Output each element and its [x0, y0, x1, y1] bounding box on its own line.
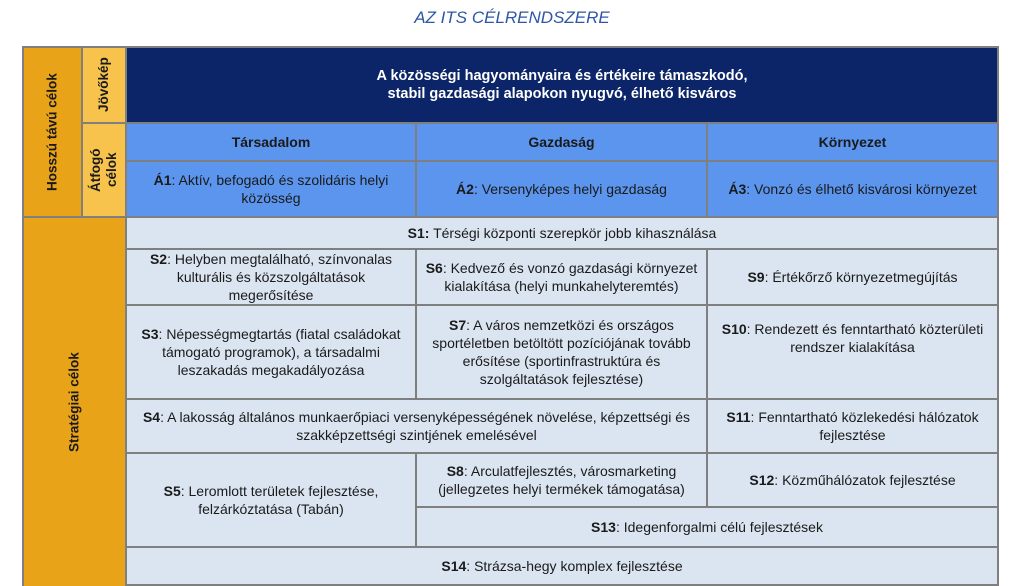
goal-a1	[127, 162, 415, 216]
goal-s11	[708, 400, 997, 452]
goal-s2-code: S2	[149, 251, 168, 267]
goal-s5-text	[135, 482, 407, 518]
goal-s1-desc: Térségi központi szerepkör jobb kihasználása	[429, 225, 717, 241]
diagram-title: AZ ITS CÉLRENDSZERE	[414, 8, 610, 27]
goal-s12-text	[749, 471, 955, 489]
goal-s14-code: S14	[441, 558, 467, 574]
goal-s8	[417, 454, 706, 506]
goal-system-table	[22, 46, 999, 586]
goal-s8-text	[425, 462, 698, 498]
goal-s3-code: S3	[141, 326, 159, 342]
long-term-goals-text: Hosszú távú célok	[44, 73, 60, 191]
goal-s12	[708, 454, 997, 506]
goal-s7-text	[425, 316, 698, 388]
vision-label	[83, 48, 125, 122]
goal-a3-desc: : Vonzó és élhető kisvárosi környezet	[746, 181, 977, 197]
goal-a1-code: Á1	[153, 172, 172, 188]
goal-s10-text	[716, 320, 989, 356]
goal-s13-text	[591, 518, 823, 536]
goal-s3	[127, 306, 415, 398]
goal-s9	[708, 250, 997, 304]
goal-s13	[417, 508, 997, 546]
goal-a3-text	[728, 180, 976, 198]
column-header-environment	[708, 124, 997, 160]
goal-s10	[708, 306, 997, 398]
overarching-line-1: Átfogó	[88, 148, 103, 192]
overarching-goals-text	[88, 148, 120, 191]
goal-s2-text	[135, 250, 407, 304]
goal-a2-text	[456, 180, 667, 198]
goal-s14-desc: : Strázsa-hegy komplex fejlesztése	[466, 558, 683, 574]
goal-s10-desc: : Rendezett és fenntartható közterületi rendszer kialakítása	[746, 321, 984, 355]
goal-s6-code: S6	[425, 260, 443, 276]
goal-s14-text	[441, 557, 682, 575]
goal-s8-desc: : Arculatfejlesztés, városmarketing (jellegzetes helyi termékek támogatása)	[438, 463, 685, 497]
goal-s13-code: S13	[591, 519, 616, 535]
goal-s2	[127, 250, 415, 304]
goal-a3	[708, 162, 997, 216]
goal-a1-desc: : Aktív, befogadó és szolidáris helyi közösség	[171, 172, 389, 206]
goal-s11-text	[716, 408, 989, 444]
goal-s3-desc: : Népességmegtartás (fiatal családokat támogató programok), a társadalmi leszakadás megakadályozása	[158, 326, 401, 378]
vision-statement	[127, 48, 997, 122]
goal-s6-text	[425, 259, 698, 295]
goal-s7-code: S7	[449, 317, 467, 333]
strategic-goals-label	[24, 218, 125, 586]
goal-s12-code: S12	[749, 472, 775, 488]
goal-a2	[417, 162, 706, 216]
goal-s13-desc: : Idegenforgalmi célú fejlesztések	[615, 519, 823, 535]
goal-s5-code: S5	[163, 483, 181, 499]
goal-s9-code: S9	[747, 269, 765, 285]
column-header-society	[127, 124, 415, 160]
column-header-economy-text: Gazdaság	[528, 134, 595, 150]
overarching-goals-label	[83, 124, 125, 216]
goal-s6	[417, 250, 706, 304]
goal-s4-text	[135, 408, 698, 444]
goal-a2-code: Á2	[456, 181, 474, 197]
goal-s1-code: S1:	[407, 225, 430, 241]
goal-s12-desc: : Közműhálózatok fejlesztése	[774, 472, 956, 488]
goal-s14	[127, 548, 997, 584]
vision-line-2: stabil gazdasági alapokon nyugvó, élhető kisváros	[387, 86, 737, 102]
overarching-line-2: célok	[104, 152, 119, 188]
goal-s4-desc: : A lakosság általános munkaerőpiaci versenyképességének növelése, képzettségi és szakképzettségi szintjének emelésével	[160, 409, 691, 443]
column-header-society-text: Társadalom	[231, 134, 311, 150]
goal-s3-text	[135, 325, 407, 379]
goal-a1-text	[135, 171, 407, 207]
goal-s9-desc: : Értékőrző környezetmegújítás	[764, 269, 958, 285]
goal-s1-text	[408, 224, 717, 242]
goal-s4-code: S4	[142, 409, 161, 425]
goal-s1	[127, 218, 997, 248]
goal-s11-desc: : Fenntartható közlekedési hálózatok fejlesztése	[750, 409, 979, 443]
goal-s6-desc: : Kedvező és vonzó gazdasági környezet kialakítása (helyi munkahelyteremtés)	[442, 260, 698, 294]
goal-s5-desc: : Leromlott területek fejlesztése, felzárkóztatása (Tabán)	[180, 483, 379, 517]
goal-s7	[417, 306, 706, 398]
strategic-goals-text: Stratégiai célok	[66, 352, 82, 452]
goal-a3-code: Á3	[728, 181, 747, 197]
vision-label-text: Jövőkép	[96, 57, 111, 113]
goal-s4	[127, 400, 706, 452]
goal-s7-desc: : A város nemzetközi és országos sportéletben betöltött pozíciójának tovább erősítése (sportinfrastruktúra és szolgáltatások fejlesztése)	[432, 317, 691, 387]
vision-line-1: A közösségi hagyományaira és értékeire támaszkodó,	[376, 68, 748, 84]
goal-s9-text	[747, 268, 957, 286]
goal-a2-desc: : Versenyképes helyi gazdaság	[473, 181, 667, 197]
goal-s8-code: S8	[446, 463, 464, 479]
goal-s10-code: S10	[721, 321, 747, 337]
column-header-environment-text: Környezet	[818, 134, 887, 150]
goal-s11-code: S11	[726, 409, 751, 425]
column-header-economy	[417, 124, 706, 160]
vision-statement-text	[377, 67, 748, 103]
long-term-goals-label	[24, 48, 81, 216]
goal-s2-desc: : Helyben megtalálható, színvonalas kulturális és közszolgáltatások megerősítése	[167, 251, 393, 303]
goal-s5	[127, 454, 415, 546]
